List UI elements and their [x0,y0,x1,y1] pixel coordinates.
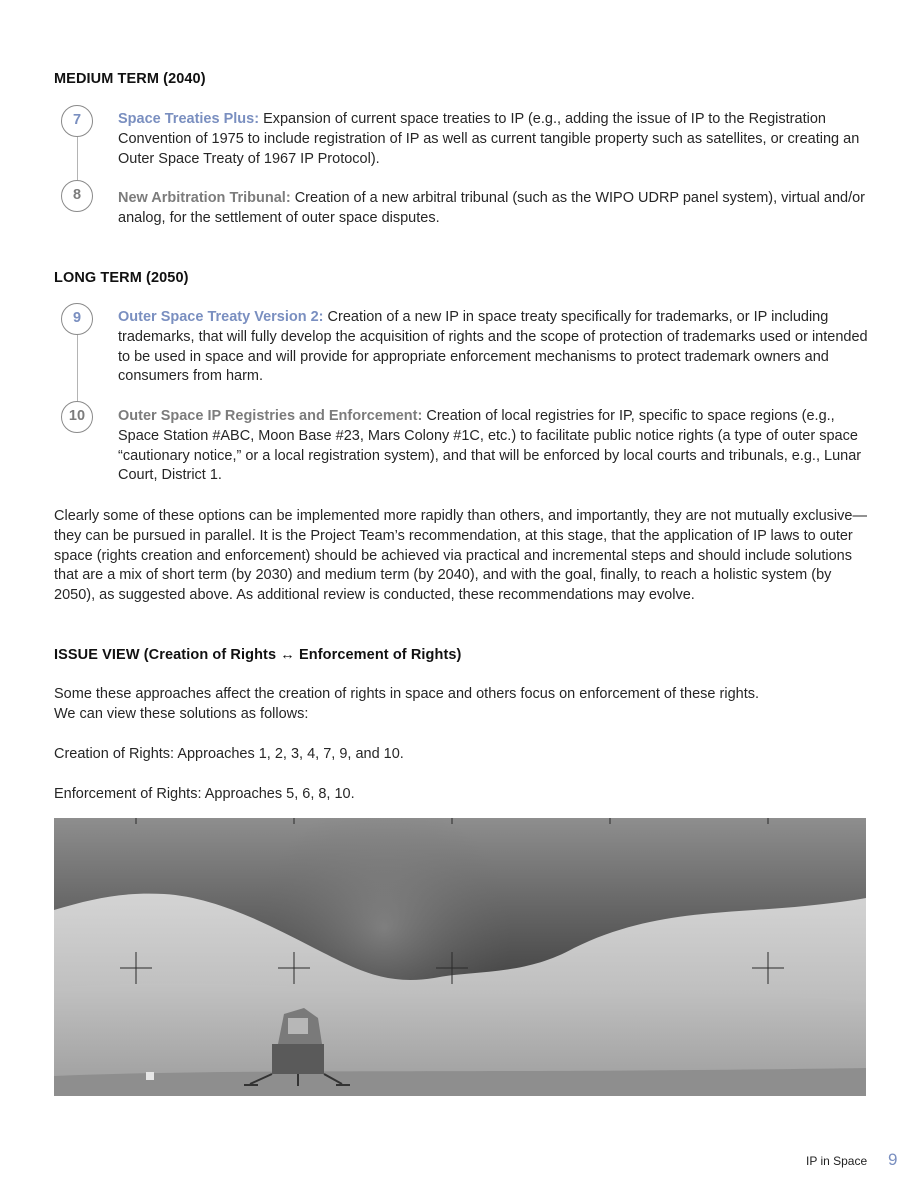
long-term-heading: LONG TERM (2050) [54,270,189,286]
step-badge-8: 8 [61,180,93,212]
item-text: Creation of a new arbitral tribunal (such as the WIPO UDRP panel system), virtual and/or analog, for the settlement of outer space disputes. [118,190,866,226]
item-text: Expansion of current space treaties to IP (e.g., adding the issue of IP to the Registration Convention of 1975 to include registration of IP as well as current tangible property such as satellites, or creating an Outer Space Treaty of 1967 IP Protocol). [118,111,860,167]
item-label: Outer Space IP Registries and Enforcement: [118,408,423,424]
list-item-new-arbitration-tribunal [118,189,870,229]
list-item-ip-registries-enforcement [118,407,870,486]
page-number: 9 [888,1150,898,1169]
intro-line-2: We can view these solutions as follows: [54,705,309,722]
creation-of-rights-line: Creation of Rights: Approaches 1, 2, 3, 4, 7, 9, and 10. [54,746,404,762]
step-badge-7: 7 [61,105,93,137]
timeline-connector [77,136,78,180]
medium-term-heading: MEDIUM TERM (2040) [54,71,206,87]
issue-view-intro [54,685,868,725]
enforcement-of-rights-line: Enforcement of Rights: Approaches 5, 6, 8, 10. [54,786,355,802]
step-badge-9: 9 [61,303,93,335]
item-label: Space Treaties Plus: [118,111,260,127]
issue-view-heading: ISSUE VIEW (Creation of Rights ↔ Enforcement of Rights) [54,647,462,663]
item-text: Creation of a new IP in space treaty specifically for trademarks, or IP including trademarks, that will fully develop the acquisition of rights and the scope of protection of trademarks used or intended to be used in space and will provide for appropriate enforcement mechanisms to protect trademark owners and consumers from harm. [118,309,868,385]
intro-line-1: Some these approaches affect the creation of rights in space and others focus on enforcement of these rights. [54,686,760,702]
lunar-landscape-photo [54,818,866,1096]
summary-paragraph: Clearly some of these options can be implemented more rapidly than others, and importantly, they are not mutually exclusive—they can be pursued in parallel. It is the Project Team’s recommendation, at this stage, that the application of IP laws to outer space (rights creation and enforcement) should be achieved via practical and incremental steps and should include solutions that are a mix of short term (by 2030) and medium term (by 2040), and with the goal, finally, to reach a holistic system (by 2050), as suggested above. As additional review is conducted, these recommendations may evolve. [54,508,867,604]
footer-document-title: IP in Space [806,1154,868,1168]
list-item-outer-space-treaty-v2 [118,308,870,387]
item-label: Outer Space Treaty Version 2: [118,309,324,325]
item-text: Creation of local registries for IP, specific to space regions (e.g., Space Station #ABC, Moon Base #23, Mars Colony #1C, etc.) to facilitate public notice rights (a type of outer space “cautionary notice,” or a local registration system), and that will be enforced by local courts and tribunals, e.g., Lunar Court, District 1. [118,408,862,484]
list-item-space-treaties-plus [118,110,870,169]
timeline-connector [77,334,78,402]
item-label: New Arbitration Tribunal: [118,190,291,206]
step-badge-10: 10 [61,401,93,433]
